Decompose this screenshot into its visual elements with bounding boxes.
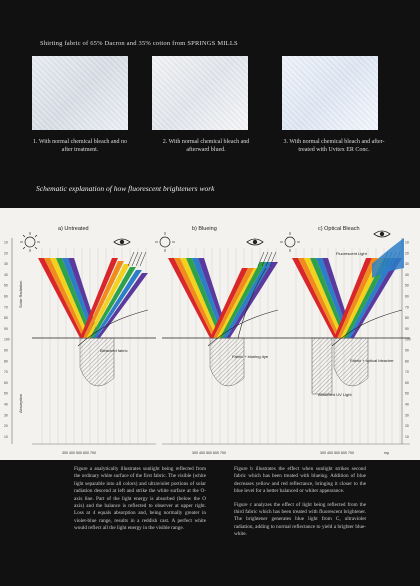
right-scale-tick: 80 bbox=[405, 359, 409, 364]
left-scale-tick: 70 bbox=[4, 370, 8, 375]
right-scale-tick: 80 bbox=[405, 316, 409, 321]
right-scale-tick: 10 bbox=[405, 434, 409, 439]
left-scale-tick: 10 bbox=[4, 240, 8, 245]
subpanel-blueing bbox=[155, 226, 286, 444]
left-scale-tick: 60 bbox=[4, 380, 8, 385]
fabric-swatch-2 bbox=[152, 56, 248, 130]
subpanel-optical-bleach bbox=[280, 226, 410, 444]
left-scale-tick: 80 bbox=[4, 316, 8, 321]
right-scale-tick: 30 bbox=[405, 413, 409, 418]
subpanel-untreated bbox=[20, 226, 156, 444]
right-scale-tick: 90 bbox=[405, 326, 409, 331]
absorption-region bbox=[80, 338, 114, 386]
left-scale-tick: 40 bbox=[4, 272, 8, 277]
panel-c-fluorescent-label: Fluorescent Light bbox=[336, 251, 367, 256]
right-scale-tick: 60 bbox=[405, 380, 409, 385]
eye-icon bbox=[374, 231, 390, 237]
left-scale-tick: 30 bbox=[4, 262, 8, 267]
diagram-panel bbox=[0, 208, 420, 460]
right-scale bbox=[402, 238, 411, 444]
fabric-swatch-1 bbox=[32, 56, 128, 130]
eye-icon bbox=[247, 239, 263, 245]
right-scale-tick: 10 bbox=[405, 240, 409, 245]
swatch-label-3: 3. With normal chemical bleach and after-treated with Uvitex ER Conc. bbox=[283, 139, 385, 153]
wavelength-ticks-c: 300 400 500 600 700 bbox=[320, 451, 354, 455]
wavelength-ticks-b: 300 400 500 600 700 bbox=[192, 451, 226, 455]
left-scale-tick: 80 bbox=[4, 359, 8, 364]
uv-absorption bbox=[312, 338, 332, 394]
left-scale-tick: 60 bbox=[4, 294, 8, 299]
right-scale-tick: 70 bbox=[405, 370, 409, 375]
right-scale-tick: 100 bbox=[405, 337, 411, 342]
sun-icon bbox=[280, 232, 300, 252]
body-text-col2 bbox=[234, 466, 366, 545]
panel-c-title: c) Optical Bleach bbox=[318, 226, 360, 232]
panel-a-title: a) Untreated bbox=[58, 226, 89, 232]
left-scale-tick: 20 bbox=[4, 424, 8, 429]
left-scale-tick: 100 bbox=[4, 337, 10, 342]
right-scale-tick: 40 bbox=[405, 272, 409, 277]
swatch-label-2: 2. With normal chemical bleach and afterward blued. bbox=[162, 139, 250, 153]
left-scale-tick: 10 bbox=[4, 434, 8, 439]
spectrum-v-untreated bbox=[32, 248, 156, 444]
left-scale-tick: 30 bbox=[4, 413, 8, 418]
right-scale-tick: 90 bbox=[405, 348, 409, 353]
brightener-diagram bbox=[0, 208, 420, 460]
body-text-col2-para1: Figure b illustrates the effect when sunlight strikes second fabric which has been treated with blueing. Addition of blue decreases yellow and red reflectance, bringing it closer to the blue level for a better balanced or whiter appearance. bbox=[234, 466, 366, 495]
panel-b-title: b) Blueing bbox=[192, 226, 217, 232]
wavelength-unit: mμ bbox=[384, 451, 390, 455]
left-scale-tick: 50 bbox=[4, 283, 8, 288]
spectrum-v-blueing bbox=[162, 248, 286, 444]
body-text-col2-para2: Figure c analyzes the effect of light being reflected from the third fabric which has been treated with fluorescent brightener. The brightener generates blue light from C, ultraviolet radiation, adding to normal reflectance to yield a brighter blue-white. bbox=[234, 501, 366, 538]
fabric-swatch-3 bbox=[282, 56, 378, 130]
right-scale-tick: 60 bbox=[405, 294, 409, 299]
body-text-col1: Figure a analytically illustrates sunlight being reflected from the ordinary white surface of the first fabric. The visible (white light separable into all colors) and ultraviolet portions of solar radiation descend at left and strike the white surface at the O-axis line. Part of the light energy is absorbed (below the O axis) and the balance is reflected to observer at upper right. Loss at 4 equals absorption and, being normally greater in violet-blue range, results in a reddish cast. A perfect white would reflect all the light energy in the visible range. bbox=[74, 466, 206, 532]
left-scale bbox=[4, 238, 12, 444]
right-scale-tick: 30 bbox=[405, 262, 409, 267]
left-scale-tick: 70 bbox=[4, 305, 8, 310]
left-axis-label-top: Solar Radiation bbox=[18, 280, 23, 308]
panel-a-label: Bleached fabric bbox=[100, 348, 128, 353]
panel-b-label: Fabric + blueing dye bbox=[232, 354, 269, 359]
left-scale-tick: 90 bbox=[4, 326, 8, 331]
left-scale-tick: 90 bbox=[4, 348, 8, 353]
right-scale-tick: 40 bbox=[405, 402, 409, 407]
right-scale-tick: 50 bbox=[405, 391, 409, 396]
wavelength-ticks-a: 300 400 500 600 700 bbox=[62, 451, 96, 455]
fabric-caption: Shirting fabric of 65% Dacron and 35% cotton from SPRINGS MILLS bbox=[40, 40, 238, 47]
right-scale-tick: 50 bbox=[405, 283, 409, 288]
right-scale-tick: 20 bbox=[405, 251, 409, 256]
panel-c-label: Fabric + optical bleacher bbox=[350, 358, 394, 363]
panel-c-uv-label: Absorbed UV Light bbox=[318, 392, 352, 397]
swatch-label-1: 1. With normal chemical bleach and no after treatment. bbox=[32, 139, 128, 153]
eye-icon bbox=[114, 239, 130, 245]
right-scale-tick: 20 bbox=[405, 424, 409, 429]
section-title: Schematic explanation of how fluorescent brighteners work bbox=[36, 184, 215, 193]
spectrum-v-optical-bleach bbox=[286, 238, 410, 444]
absorption-region bbox=[210, 338, 244, 386]
left-scale-tick: 20 bbox=[4, 251, 8, 256]
left-axis-label-bottom: Absorption bbox=[18, 393, 23, 413]
left-scale-tick: 40 bbox=[4, 402, 8, 407]
right-scale-tick: 70 bbox=[405, 305, 409, 310]
sun-icon bbox=[20, 232, 40, 252]
left-scale-tick: 50 bbox=[4, 391, 8, 396]
